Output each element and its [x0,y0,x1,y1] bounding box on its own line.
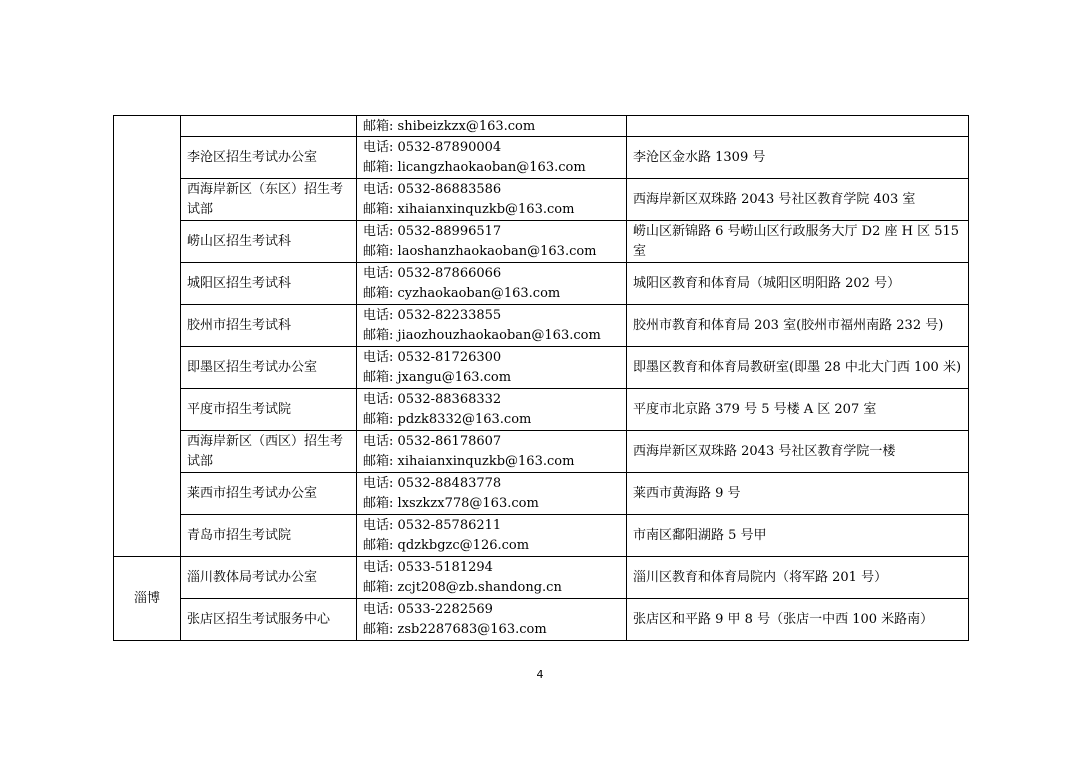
phone-value: 0532-86883586 [397,181,502,197]
phone-value: 0532-88368332 [397,391,502,407]
address-cell: 崂山区新锦路 6 号崂山区行政服务大厅 D2 座 H 区 515 室 [627,221,969,263]
table-row [114,179,969,221]
phone-value: 0532-88996517 [397,223,502,239]
office-cell: 崂山区招生考试科 [181,221,357,263]
office-cell: 淄川教体局考试办公室 [181,557,357,599]
contact-cell [357,389,627,431]
office-cell: 即墨区招生考试办公室 [181,347,357,389]
address-cell: 张店区和平路 9 甲 8 号（张店一中西 100 米路南） [627,599,969,641]
email-label: 邮箱: [363,453,394,469]
phone-value: 0532-85786211 [397,517,502,533]
email-line [363,368,620,388]
table-row [114,515,969,557]
phone-value: 0532-88483778 [397,475,502,491]
email-value: xihaianxinquzkb@163.com [397,453,575,469]
phone-label: 电话: [363,307,394,323]
office-cell: 胶州市招生考试科 [181,305,357,347]
email-value: zsb2287683@163.com [397,621,547,637]
phone-label: 电话: [363,517,394,533]
phone-label: 电话: [363,559,394,575]
email-value: cyzhaokaoban@163.com [397,285,561,301]
city-cell: 淄博 [114,557,181,641]
email-label: 邮箱: [363,159,394,175]
phone-label: 电话: [363,349,394,365]
office-cell: 李沧区招生考试办公室 [181,137,357,179]
phone-line [363,264,620,284]
phone-value: 0533-2282569 [397,601,493,617]
phone-line [363,306,620,326]
email-line [363,536,620,556]
email-value: pdzk8332@163.com [397,411,532,427]
phone-label: 电话: [363,391,394,407]
office-cell: 西海岸新区（西区）招生考试部 [181,431,357,473]
office-cell: 张店区招生考试服务中心 [181,599,357,641]
email-label: 邮箱: [363,369,394,385]
table-row [114,305,969,347]
office-cell: 莱西市招生考试办公室 [181,473,357,515]
phone-label: 电话: [363,139,394,155]
address-cell: 胶州市教育和体育局 203 室(胶州市福州南路 232 号) [627,305,969,347]
phone-line [363,180,620,200]
phone-line [363,558,620,578]
office-cell: 平度市招生考试院 [181,389,357,431]
email-value: shibeizkzx@163.com [397,118,536,134]
address-cell: 淄川区教育和体育局院内（将军路 201 号） [627,557,969,599]
contact-cell [357,305,627,347]
email-line [363,410,620,430]
phone-line [363,222,620,242]
address-cell: 市南区鄱阳湖路 5 号甲 [627,515,969,557]
contact-cell [357,263,627,305]
table-row [114,473,969,515]
address-cell: 西海岸新区双珠路 2043 号社区教育学院一楼 [627,431,969,473]
email-label: 邮箱: [363,285,394,301]
contact-cell [357,599,627,641]
table-row [114,347,969,389]
phone-value: 0532-87866066 [397,265,502,281]
email-label: 邮箱: [363,495,394,511]
phone-label: 电话: [363,433,394,449]
contact-cell [357,431,627,473]
phone-value: 0533-5181294 [397,559,493,575]
email-label: 邮箱: [363,118,394,134]
email-line [363,326,620,346]
phone-label: 电话: [363,475,394,491]
phone-line [363,432,620,452]
email-value: jiaozhouzhaokaoban@163.com [397,327,601,343]
table-row [114,263,969,305]
email-value: xihaianxinquzkb@163.com [397,201,575,217]
contact-cell [357,515,627,557]
table-row [114,137,969,179]
phone-label: 电话: [363,223,394,239]
address-cell: 即墨区教育和体育局教研室(即墨 28 中北大门西 100 米) [627,347,969,389]
table-row [114,599,969,641]
phone-value: 0532-87890004 [397,139,502,155]
office-cell [181,116,357,137]
contact-cell [357,473,627,515]
contact-cell [357,557,627,599]
email-value: qdzkbgzc@126.com [397,537,530,553]
city-cell [114,116,181,557]
phone-line [363,474,620,494]
email-label: 邮箱: [363,579,394,595]
email-line [363,494,620,514]
email-line [363,117,620,136]
table-row [114,116,969,137]
phone-line [363,390,620,410]
phone-value: 0532-81726300 [397,349,502,365]
phone-label: 电话: [363,181,394,197]
phone-value: 0532-82233855 [397,307,502,323]
phone-value: 0532-86178607 [397,433,502,449]
address-cell: 西海岸新区双珠路 2043 号社区教育学院 403 室 [627,179,969,221]
email-label: 邮箱: [363,327,394,343]
email-value: zcjt208@zb.shandong.cn [397,579,562,595]
office-cell: 西海岸新区（东区）招生考试部 [181,179,357,221]
email-value: licangzhaokaoban@163.com [397,159,586,175]
page-number: 4 [536,668,544,681]
email-value: jxangu@163.com [397,369,512,385]
address-cell: 李沧区金水路 1309 号 [627,137,969,179]
email-line [363,284,620,304]
office-cell: 城阳区招生考试科 [181,263,357,305]
contact-cell [357,116,627,137]
email-line [363,578,620,598]
email-label: 邮箱: [363,411,394,427]
phone-line [363,348,620,368]
table-row [114,557,969,599]
email-label: 邮箱: [363,537,394,553]
address-cell [627,116,969,137]
table-row [114,221,969,263]
contact-cell [357,347,627,389]
email-line [363,452,620,472]
email-label: 邮箱: [363,243,394,259]
email-value: laoshanzhaokaoban@163.com [397,243,597,259]
contact-table [113,115,969,641]
email-label: 邮箱: [363,621,394,637]
phone-line [363,600,620,620]
email-label: 邮箱: [363,201,394,217]
email-line [363,200,620,220]
phone-line [363,516,620,536]
table-row [114,389,969,431]
address-cell: 城阳区教育和体育局（城阳区明阳路 202 号） [627,263,969,305]
table-row [114,431,969,473]
office-cell: 青岛市招生考试院 [181,515,357,557]
email-line [363,242,620,262]
phone-label: 电话: [363,265,394,281]
email-line [363,158,620,178]
email-line [363,620,620,640]
contact-cell [357,137,627,179]
address-cell: 平度市北京路 379 号 5 号楼 A 区 207 室 [627,389,969,431]
phone-line [363,138,620,158]
address-cell: 莱西市黄海路 9 号 [627,473,969,515]
email-value: lxszkzx778@163.com [397,495,539,511]
contact-cell [357,179,627,221]
contact-cell [357,221,627,263]
phone-label: 电话: [363,601,394,617]
